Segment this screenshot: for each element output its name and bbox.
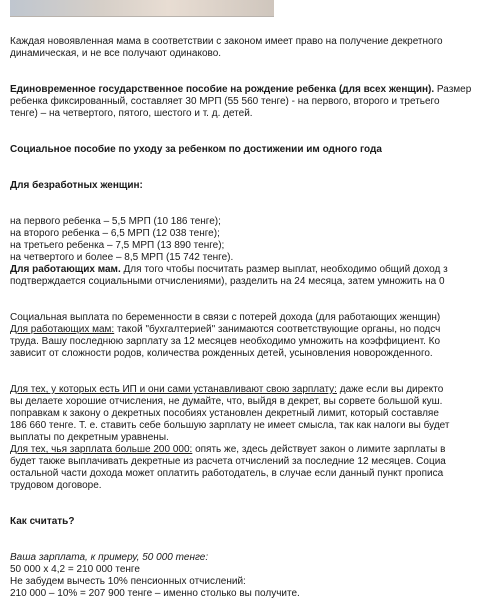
high-salary-label: Для тех, чья зарплата больше 200 000:: [10, 444, 193, 455]
pregnancy-line-1: Для работающих мам: такой "бухгалтерией" занимаются соответствующие органы, но подсч: [10, 324, 441, 335]
lump-sum-line-1: Единовременное государственное пособие на рождение ребенка (для всех женщин). Размер: [10, 84, 472, 95]
unemployed-item-3: на третьего ребенка – 7,5 МРП (13 890 тенге);: [10, 240, 225, 251]
ip-line-3: поправкам к закону о декретных пособиях установлен декретный лимит, который составляе: [10, 408, 439, 419]
intro-line-1: Каждая новоявленная мама в соответствии с законом имеет право на получение декретного: [10, 36, 443, 47]
article-body: [10, 36, 480, 600]
ip-line-4: 186 660 тенге. Т. е. ставить себе большую зарплату не имеет смысла, так как налоги вы будет: [10, 420, 450, 431]
article-photo: [10, 0, 274, 17]
lump-sum-line-3: тенге) – на четвертого, пятого, шестого и т. д. детей.: [10, 108, 253, 119]
working-line-1: Для работающих мам. Для того чтобы посчитать размер выплат, необходимо общий доход з: [10, 264, 448, 275]
unemployed-item-1: на первого ребенка – 5,5 МРП (10 186 тенге);: [10, 216, 221, 227]
ip-label: Для тех, у которых есть ИП и они сами устанавливают свою зарплату:: [10, 384, 337, 395]
working-line-2: подтверждается социальными отчислениями), разделить на 24 месяца, затем умножить на 0: [10, 276, 445, 287]
ip-line-1: Для тех, у которых есть ИП и они сами устанавливают свою зарплату: даже если вы директо: [10, 384, 444, 395]
calc-line-2: Не забудем вычесть 10% пенсионных отчислений:: [10, 576, 246, 587]
lump-sum-heading: Единовременное государственное пособие на рождение ребенка (для всех женщин).: [10, 84, 435, 95]
ip-line-2: вы делаете хорошие отчисления, не думайте, что, выйдя в декрет, вы сорвете большой куш.: [10, 396, 443, 407]
unemployed-item-4: на четвертого и более – 8,5 МРП (15 742 тенге).: [10, 252, 234, 263]
high-salary-line-3: остальной части дохода может оплатить работодатель, в случае если данный пункт прописа: [10, 468, 444, 479]
pregnancy-line-3: зависит от сложности родов, количества рожденных детей, усыновления новорожденного.: [10, 348, 433, 359]
calc-heading: Как считать?: [10, 516, 75, 527]
care-heading: Социальное пособие по уходу за ребенком по достижении им одного года: [10, 144, 382, 155]
unemployed-heading: Для безработных женщин:: [10, 180, 143, 191]
high-salary-line-4: трудовом договоре.: [10, 480, 102, 491]
pregnancy-line-2: труда. Вашу последнюю зарплату за 12 месяцев необходимо умножить на коэффициент. Ко: [10, 336, 441, 347]
working-heading: Для работающих мам.: [10, 264, 121, 275]
calc-line-3: 210 000 – 10% = 207 900 тенге – именно столько вы получите.: [10, 588, 300, 599]
calc-example: Ваша зарплата, к примеру, 50 000 тенге:: [10, 552, 209, 563]
high-salary-line-2: будет также выплачивать декретные из расчета отчислений за последние 12 месяцев. Социа: [10, 456, 446, 467]
high-salary-line-1: Для тех, чья зарплата больше 200 000: опять же, здесь действует закон о лимите зарплаты в: [10, 444, 446, 455]
ip-line-5: выплаты по декретным уравнены.: [10, 432, 169, 443]
pregnancy-label: Для работающих мам:: [10, 324, 115, 335]
calc-line-1: 50 000 х 4,2 = 210 000 тенге: [10, 564, 140, 575]
intro-line-2: динамическая, и не все получают одинаково.: [10, 48, 222, 59]
lump-sum-line-2: ребенка фиксированный, составляет 30 МРП (55 560 тенге) - на первого, второго и третьего: [10, 96, 440, 107]
unemployed-item-2: на второго ребенка – 6,5 МРП (12 038 тенге);: [10, 228, 220, 239]
pregnancy-title: Социальная выплата по беременности в связи с потерей дохода (для работающих женщин): [10, 312, 441, 323]
